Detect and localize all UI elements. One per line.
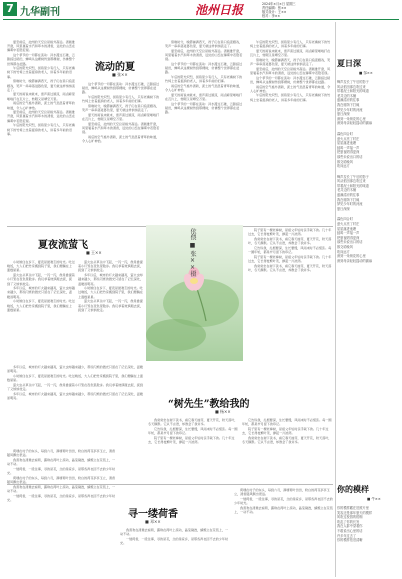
flow-column-4 (250, 40, 332, 222)
paragraph: 它告诉我，扎根要深，生长要慢，风雨来时不必慌张。每一圈年轮，都是岁月留下的印记。 (148, 426, 238, 436)
newspaper-logo: 池州日报 (195, 3, 244, 17)
poem-line: 我在树荫下打盹 (337, 197, 360, 202)
poem-line: 我在人群中望着你 (337, 524, 363, 529)
paragraph: 这个季节的一切都在流动：河水漫过石滩，云影掠过稻田，蝉鸣从这棵树传到那棵树，仿佛整个世界都在赶路。 (165, 101, 243, 115)
paragraph: 我喜欢在清晨去看荷，露珠在荷叶上滚动，晶莹剔透，蜻蜓立在花苞上，一动不动。 (7, 484, 116, 493)
paragraph: 小时候住在乡下，夏夜是最难忘的时光。吃过晚饭，大人们把竹床搬到院子里，我们便躺在上面数星星。 (7, 299, 75, 312)
tree-column-2 (242, 418, 332, 480)
poem-line: 萤火点亮了村庄 (337, 136, 360, 141)
paragraph: 我喜欢在清晨去看荷，露珠在荷叶上滚动，晶莹剔透，蜻蜓立在花苞上，一动不动。 (120, 528, 229, 537)
firefly-column-1 (7, 260, 75, 360)
paragraph: 夏至前后，池州的天空总是格外高远。清晨推开窗，风里裹着水汽和草木的清香，远处的山峦在薄雾中若隐若现。 (82, 121, 160, 135)
paragraph: 多年以后，城市的灯火越来越亮，萤火虫却越来越少，那些闪烁的微光只留在了记忆深处，温暖而明亮。 (7, 365, 143, 374)
paragraph: 小时候住在乡下，夏夜是最难忘的时光。吃过晚饭，大人们把竹床搬到院子里，我们便躺在上面数星星。 (7, 260, 75, 273)
paragraph: 夏天的雨说来就来，雷声滚过屋顶，雨点噼里啪啦打在瓦片上，转眼又是晴空万里。 (250, 48, 331, 58)
paragraph: 这个季节的一切都在流动：河水漫过石滩，云影掠过稻田，蝉鸣从这棵树传到那棵树，仿佛整个世界都在赶路。 (82, 82, 160, 95)
poem-line: 笑容还是那年夏天的模样 (337, 510, 373, 515)
paragraph: 萤火虫从草丛中飞起，一闪一闪，像是谁提着小灯笼在夜色里散步。我们拿着玻璃瓶去捉，捉到了又悄悄放走。 (78, 260, 143, 273)
poem-line: 我在树荫下打盹 (337, 102, 360, 107)
article-byline: ■ 邓×× (145, 519, 161, 524)
article-byline: ■ 杨×× (215, 409, 231, 414)
page-header (0, 0, 402, 20)
paragraph: 萤火虫从草丛中飞起，一闪一闪，像是谁提着小灯笼在夜色里散步。我们拿着玻璃瓶去捉，捉到了又悄悄放走。 (7, 273, 75, 286)
paragraph: 雨后的空气格外清新，泥土的气息混着青草的味道，令人心旷神怡。 (82, 134, 160, 144)
poem-line: 蝉声拉长了午后的影子 (337, 174, 369, 179)
poem-line: 吹乱了你的长发 (337, 519, 360, 524)
left-bottom-column (7, 449, 117, 575)
paragraph: 我喜欢在清晨去看荷，露珠在荷叶上滚动，晶莹剔透，蜻蜓立在花苞上，一动不动。 (7, 457, 116, 467)
paragraph: 院子里有一棵老樟树，是祖父年轻时亲手栽下的。几十年过去，它长得枝繁叶茂，撑起一片浓荫。 (248, 228, 332, 237)
paragraph: 我喜欢在清晨去看荷，露珠在荷叶上滚动，晶莹剔透，蜻蜓立在花苞上，一动不动。 (234, 505, 333, 515)
paragraph: 多年以后，城市的灯火越来越亮，萤火虫却越来越少，那些闪烁的微光只留在了记忆深处，温暖而明亮。 (7, 286, 75, 299)
poem-line: 盛满清凉的往事 (337, 193, 360, 198)
paragraph: 这个季节的一切都在流动：河水漫过石滩，云影掠过稻田，蝉鸣从这棵树传到那棵树，仿佛整个世界都在赶路。 (250, 75, 331, 84)
lotus-column-2 (234, 488, 334, 576)
firefly-continued (7, 365, 145, 445)
poem-line: 蛙鸣一声接一声 (337, 145, 360, 150)
paragraph: 多年以后，城市的灯火越来越亮，萤火虫却越来越少，那些闪烁的微光只留在了记忆深处，温暖而明亮。 (78, 273, 143, 286)
poem-line: 风从稻田那边吹过来 (337, 179, 366, 184)
paragraph: 午后的阳光炽烈，街巷里少有行人，只有老槐树下的竹椅上坐着摇扇的老人，讲着多年前的旧事。 (250, 40, 331, 49)
poem-byline: ■ 邹×× (359, 71, 373, 75)
poem-byline: ■ 牛×× (367, 497, 381, 501)
paragraph: 荷塘在村子的东头，每到六月，满塘荷叶田田，粉白的荷花亭亭玉立，清香随风飘出很远。 (234, 488, 330, 497)
poem-line: 蝉声拉长了午后的影子 (337, 80, 369, 84)
poem-line: 你的模样藏在旧照片里 (337, 506, 369, 510)
paragraph: 这个季节的一切都在流动：河水漫过石滩，云影掠过稻田，蝉鸣从这棵树传到那棵树，仿佛整个世界都在赶路。 (165, 62, 243, 75)
paragraph: 夏天的雨说来就来，雷声滚过屋顶，雨点噼里啪啦打在瓦片上，转眼又是晴空万里。 (82, 112, 160, 122)
poem-line: 老井边的木桶 (337, 93, 357, 98)
photo-caption: 依偎 ■ 张××摄 (189, 228, 196, 277)
paragraph: 我常常坐在树下读书，看它春天抽芽，夏天开花，秋天落叶，冬天静默。它从不言语，却教会了我许多。 (248, 236, 332, 246)
paragraph: 一缕荷香，一段往事，寻的是花，念的是家乡，是那些再也回不去的少年时光。 (7, 493, 116, 502)
poem-line: 带着泥土和阳光的味道 (337, 89, 369, 94)
poem-line: 都交给晚风 (337, 245, 353, 249)
poem-line: 夏日深深 (337, 206, 350, 211)
poem-summer (337, 58, 400, 263)
paragraph: 夏天的雨说来就来，雷声滚过屋顶，雨点噼里啪啦打在瓦片上，转眼又是晴空万里。 (165, 92, 243, 102)
paragraph: 傍晚时分，晚霞铺满西天，孩子们在巷口追逐嬉戏，笑声一串串落进暮色里，夏天就这样悄悄流走了。 (250, 57, 331, 67)
poem-line: 许多年过去了 (337, 533, 357, 538)
paragraph: 我常常坐在树下读书，看它春天抽芽，夏天开花，秋天落叶，冬天静默。它从不言语，却教会了我许多。 (248, 263, 332, 272)
paragraph: 傍晚时分，晚霞铺满西天，孩子们在巷口追逐嬉戏，笑声一串串落进暮色里，夏天就这样悄悄流走了。 (7, 79, 76, 92)
poem-line: 吹向远方 (337, 249, 350, 254)
paragraph: 它告诉我，扎根要深，生长要慢，风雨来时不必慌张。每一圈年轮，都是岁月留下的印记。 (248, 245, 332, 255)
poem-line: 梦见少年时的河流 (337, 202, 363, 207)
poem-line: 把夏夜唱得更深 (337, 235, 360, 240)
paragraph: 院子里有一棵老樟树，是祖父年轻时亲手栽下的。几十年过去，它长得枝繁叶茂，撑起一片浓荫。 (242, 426, 329, 436)
paragraph: 它告诉我，扎根要深，生长要慢，风雨来时不必慌张。每一圈年轮，都是岁月留下的印记。 (242, 418, 332, 427)
paragraph: 多年以后，城市的灯火越来越亮，萤火虫却越来越少，那些闪烁的微光只留在了记忆深处，温暖而明亮。 (7, 391, 143, 400)
paragraph: 午后的阳光炽烈，街巷里少有行人，只有老槐树下的竹椅上坐着摇扇的老人，讲着多年前的旧事。 (82, 95, 160, 104)
paragraph: 我常常坐在树下读书，看它春天抽芽，夏天开花，秋天落叶，冬天静默。它从不言语，却教会了我许多。 (148, 418, 238, 427)
poem-title: 你的模样 (337, 484, 369, 494)
flow-column-3 (165, 40, 245, 222)
poem-line: 都交给晚风 (337, 159, 353, 164)
poem-line: 把夏夜唱得更深 (337, 150, 360, 155)
paragraph: 一缕荷香，一段往事，寻的是花，念的是家乡，是那些再也回不去的少年时光。 (234, 496, 333, 506)
poem-line: 风吹过校园的梧桐 (337, 515, 363, 520)
poem-line: 那些未说出口的话 (337, 240, 363, 245)
paragraph: 一缕荷香，一段往事，寻的是花，念的是家乡，是那些再也回不去的少年时光。 (120, 536, 229, 546)
issue-meta: 2024年×月×日 星期三 责任编辑：张×× 版式设计：王×× 校对：李×× (262, 2, 296, 18)
header-rule (3, 19, 399, 20)
poem-line: 盛满清凉的往事 (337, 98, 360, 103)
article-byline: ■ 王×× (86, 250, 102, 255)
paragraph: 小时候住在乡下，夏夜是最难忘的时光。吃过晚饭，大人们把竹床搬到院子里，我们便躺在上面数星星。 (78, 286, 143, 299)
paragraph: 荷塘在村子的东头，每到六月，满塘荷叶田田，粉白的荷花亭亭玉立，清香随风飘出很远。 (7, 449, 116, 458)
poem-song (337, 484, 400, 543)
article-byline: ■ 张×× (112, 72, 128, 77)
paragraph: 午后的阳光炽烈，街巷里少有行人，只有老槐树下的竹椅上坐着摇扇的老人，讲着多年前的旧事。 (165, 75, 243, 84)
article-title: 寻一缕荷香 (128, 509, 178, 520)
poem-line: 夏日深深 (337, 112, 350, 117)
poem-title: 夏日深 (337, 58, 361, 68)
paragraph: 午后的阳光炽烈，街巷里少有行人，只有老槐树下的竹椅上坐着摇扇的老人，讲着多年前的旧事。 (250, 93, 331, 102)
paragraph: 夏至前后，池州的天空总是格外高远。清晨推开窗，风里裹着水汽和草木的清香，远处的山峦在薄雾中若隐若现。 (7, 110, 76, 123)
poem-line: 暮色四合时 (337, 131, 353, 136)
paragraph: 雨后的空气格外清新，泥土的气息混着青草的味道，令人心旷神怡。 (250, 84, 331, 93)
paragraph: 院子里有一棵老樟树，是祖父年轻时亲手栽下的。几十年过去，它长得枝繁叶茂，撑起一片浓荫。 (248, 254, 332, 263)
flow-column-1 (7, 40, 77, 225)
poem-line: 深到一朵荷花的心里 (337, 116, 366, 121)
poem-line: 梦见少年时的河流 (337, 107, 363, 112)
paragraph: 小时候住在乡下，夏夜是最难忘的时光。吃过晚饭，大人们把竹床搬到院子里，我们便躺在上面数星星。 (7, 373, 143, 383)
paragraph: 萤火虫从草丛中飞起，一闪一闪，像是谁提着小灯笼在夜色里散步。我们拿着玻璃瓶去捉，捉到了又悄悄放走。 (7, 382, 143, 392)
poem-line: 吹向远方 (337, 164, 350, 169)
poem-line: 蛙鸣一声接一声 (337, 231, 360, 236)
poem-line: 老井边的木桶 (337, 188, 357, 193)
paragraph: 夏天的雨说来就来，雷声滚过屋顶，雨点噼里啪啦打在瓦片上，转眼又是晴空万里。 (7, 92, 75, 101)
poem-line: 带着泥土和阳光的味道 (337, 183, 369, 188)
poem-line: 你的模样依旧清晰 (337, 538, 363, 543)
tree-column-1 (148, 418, 238, 480)
paragraph: 夏至前后，池州的天空总是格外高远。清晨推开窗，风里裹着水汽和草木的清香，远处的山峦在薄雾中若隐若现。 (7, 40, 76, 53)
sidebar-divider (335, 22, 336, 577)
poem-line: 星星落进池塘 (337, 141, 357, 146)
paragraph: 萤火虫从草丛中飞起，一闪一闪，像是谁提着小灯笼在夜色里散步。我们拿着玻璃瓶去捉，捉到了又悄悄放走。 (78, 299, 143, 312)
paragraph: 雨后的空气格外清新，泥土的气息混着青草的味道，令人心旷神怡。 (7, 101, 75, 110)
paragraph: 雨后的空气格外清新，泥土的气息混着青草的味道，令人心旷神怡。 (165, 84, 243, 93)
paragraph: 傍晚时分，晚霞铺满西天，孩子们在巷口追逐嬉戏，笑声一串串落进暮色里，夏天就这样悄悄流走了。 (165, 40, 243, 49)
article-title: 流动的夏 (95, 62, 135, 73)
firefly-column-2 (78, 260, 144, 360)
page-number: 7 (3, 2, 17, 16)
paragraph: 这个季节的一切都在流动：河水漫过石滩，云影掠过稻田，蝉鸣从这棵树传到那棵树，仿佛整个世界都在赶路。 (7, 53, 76, 66)
poem-line: 暮色四合时 (337, 217, 353, 222)
paragraph: 一缕荷香，一段往事，寻的是花，念的是家乡，是那些再也回不去的少年时光。 (7, 466, 116, 476)
poem-line: 深到一朵荷花的心里 (337, 254, 366, 259)
paragraph: 夏至前后，池州的天空总是格外高远。清晨推开窗，风里裹着水汽和草木的清香，远处的山峦在薄雾中若隐若现。 (250, 66, 331, 75)
paragraph: 我常常坐在树下读书，看它春天抽芽，夏天开花，秋天落叶，冬天静默。它从不言语，却教会了我许多。 (242, 435, 332, 445)
paragraph: 荷塘在村子的东头，每到六月，满塘荷叶田田，粉白的荷花亭亭玉立，清香随风飘出很远。 (7, 475, 116, 484)
poem-line: 深到母亲轻轻摇动的蒲扇 (337, 121, 373, 126)
paragraph: 夏至前后，池州的天空总是格外高远。清晨推开窗，风里裹着水汽和草木的清香，远处的山峦在薄雾中若隐若现。 (165, 48, 243, 62)
poem-line: 萤火点亮了村庄 (337, 222, 360, 227)
paragraph: 傍晚时分，晚霞铺满西天，孩子们在巷口追逐嬉戏，笑声一串串落进暮色里，夏天就这样悄悄流走了。 (82, 104, 160, 113)
poem-line: 深到母亲轻轻摇动的蒲扇 (337, 258, 373, 263)
poem-line: 星星落进池塘 (337, 226, 357, 231)
poem-line: 风从稻田那边吹过来 (337, 84, 366, 89)
paragraph: 午后的阳光炽烈，街巷里少有行人，只有老槐树下的竹椅上坐着摇扇的老人，讲着多年前的旧事。 (7, 123, 75, 136)
flow-column-2 (82, 82, 162, 222)
section-title: 九华副刊 (20, 7, 60, 18)
article-title: 夏夜流萤飞 (38, 240, 88, 251)
lotus-column-1 (120, 488, 230, 576)
paragraph: 午后的阳光炽烈，街巷里少有行人，只有老槐树下的竹椅上坐着摇扇的老人，讲着多年前的旧事。 (7, 66, 75, 79)
poem-line: 不敢说出心里的话 (337, 528, 363, 533)
article-title: “树先生”教给我的 (168, 399, 250, 410)
tree-right-column (248, 228, 332, 388)
poem-line: 那些未说出口的话 (337, 154, 363, 159)
paragraph: 院子里有一棵老樟树，是祖父年轻时亲手栽下的。几十年过去，它长得枝繁叶茂，撑起一片浓荫。 (148, 435, 235, 445)
